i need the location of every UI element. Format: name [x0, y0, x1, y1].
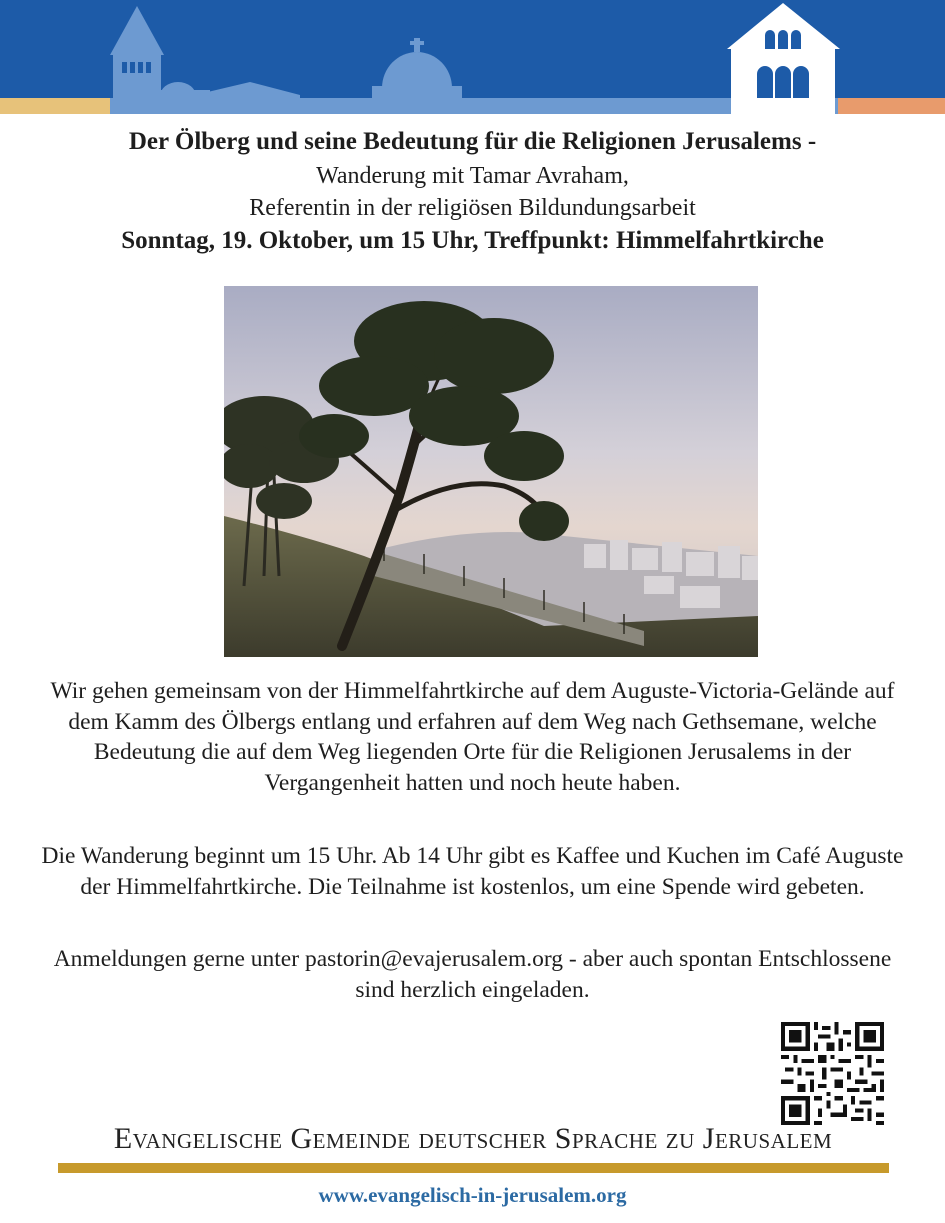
schedule-paragraph: Die Wanderung beginnt um 15 Uhr. Ab 14 Uhr gibt es Kaffee und Kuchen im Café Auguste der Himmelfahrtkirche. Die Teilnahme ist kostenlos, um eine Spende wird gebeten. [41, 843, 904, 900]
registration-paragraph: Anmeldungen gerne unter pastorin@evajerusalem.org - aber auch spontan Entschlossene sind herzlich eingeladen. [53, 946, 892, 1003]
organization-name: Evangelische Gemeinde deutscher Sprache zu Jerusalem [113, 1122, 833, 1155]
qr-code-icon[interactable] [781, 1022, 884, 1125]
website-link[interactable]: www.evangelisch-in-jerusalem.org [318, 1183, 627, 1207]
olive-tree-photo [224, 286, 758, 657]
event-date-line: Sonntag, 19. Oktober, um 15 Uhr, Treffpunkt: Himmelfahrtkirche [121, 227, 824, 254]
event-title: Der Ölberg und seine Bedeutung für die Religionen Jerusalems - [128, 128, 817, 155]
description-paragraph: Wir gehen gemeinsam von der Himmelfahrtkirche auf dem Auguste-Victoria-Gelände auf dem Kamm des Ölbergs entlang und erfahren auf dem Weg nach Gethsemane, welche Bedeutung die auf dem Weg liegenden Orte für die Religionen Jerusalems in der Vergangenheit hatten und noch heute haben. [50, 678, 895, 796]
church-skyline-banner [0, 0, 945, 114]
event-subtitle-line1: Wanderung mit Tamar Avraham, [316, 163, 629, 189]
event-subtitle-line2: Referentin in der religiösen Bildundungsarbeit [249, 195, 696, 221]
footer-divider [58, 1163, 889, 1173]
